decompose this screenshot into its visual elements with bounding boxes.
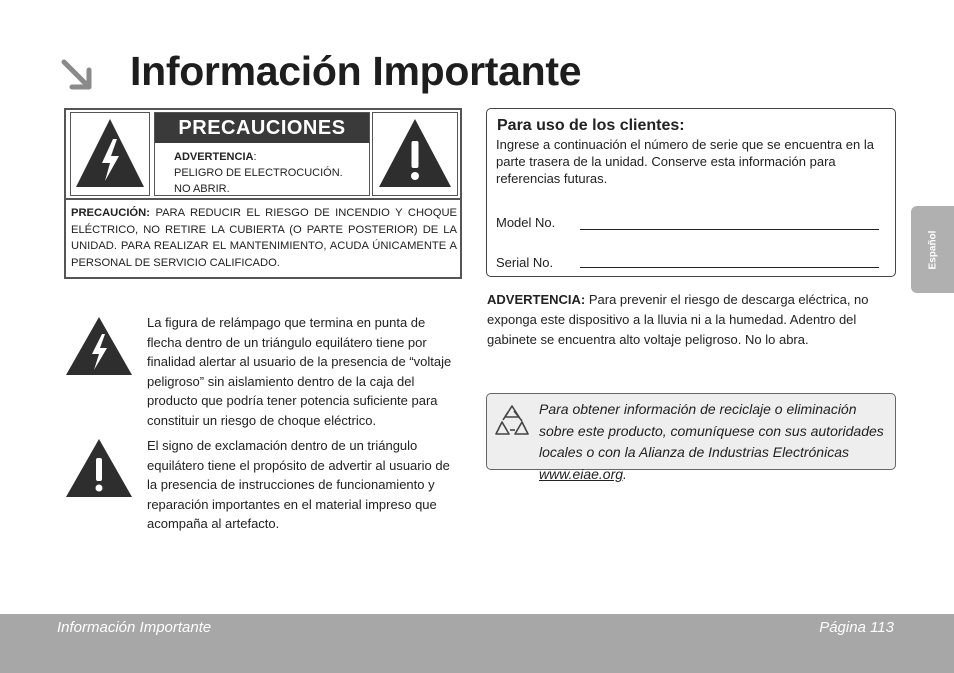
language-tab[interactable] — [911, 206, 954, 293]
recycling-text — [539, 399, 893, 485]
precautions-warning-label: ADVERTENCIA — [174, 151, 254, 163]
exclamation-triangle-icon — [65, 438, 133, 498]
page-title: Información Importante — [130, 48, 582, 94]
recycling-end: . — [623, 465, 627, 482]
lightning-triangle-icon — [65, 316, 133, 376]
customer-text: Ingrese a continuación el número de serie que se encuentra en la parte trasera de la unidad. Conserve esta información para referencias futuras. — [496, 137, 874, 186]
recycling-box — [486, 393, 896, 482]
precautions-top-row — [66, 110, 460, 200]
precautions-warning-line1: PELIGRO DE ELECTROCUCIÓN. — [174, 167, 343, 179]
precautions-warning — [155, 143, 369, 197]
precautions-warning-colon: : — [253, 151, 257, 163]
precautions-caution — [71, 205, 457, 271]
precautions-warning-cell — [154, 112, 370, 196]
precautions-exclamation-cell — [372, 112, 458, 196]
language-tab-label: Español — [927, 230, 938, 269]
exclamation-explanation: El signo de exclamación dentro de un triángulo equilátero tiene el propósito de advertir al usuario de la presencia de instrucciones de funcionamiento y reparación importantes en el material impreso que acompaña al artefacto. — [147, 438, 450, 531]
serial-number-field[interactable] — [580, 267, 879, 268]
precautions-header: PRECAUCIONES — [155, 113, 369, 143]
footer — [0, 614, 954, 673]
model-number-field[interactable] — [580, 229, 879, 230]
eiae-link[interactable]: www.eiae.org — [539, 465, 624, 482]
precautions-caution-text: PARA REDUCIR EL RIESGO DE INCENDIO Y CHOQUE ELÉCTRICO, NO RETIRE LA CUBIERTA (O PARTE POSTERIOR) DE LA UNIDAD. PARA REALIZAR EL MANTENIMIENTO, ACUDA ÚNICAMENTE A PERSONAL DE SERVICIO CALIFICADO. — [71, 207, 457, 269]
warning-text: Para prevenir el riesgo de descarga eléctrica, no exponga este dispositivo a la lluvia ni a la humedad. Adentro del gabinete se encuentra alto voltaje peligroso. No lo abra. — [487, 292, 869, 347]
precautions-box — [64, 108, 462, 279]
precautions-caution-label: PRECAUCIÓN: — [71, 207, 150, 219]
model-number-label: Model No. — [496, 215, 556, 230]
serial-number-label: Serial No. — [496, 255, 554, 270]
lightning-triangle-icon — [71, 113, 149, 195]
warning-label: ADVERTENCIA: — [487, 292, 586, 307]
arrow-down-right-icon — [58, 56, 98, 96]
customer-info-box — [486, 108, 896, 277]
precautions-lightning-cell — [70, 112, 150, 196]
customer-title: Para uso de los clientes: — [497, 117, 685, 134]
footer-page-number: Página 113 — [819, 619, 894, 636]
lightning-explanation: La figura de relámpago que termina en punta de flecha dentro de un triángulo equilátero tiene por finalidad alertar al usuario de la presencia de “voltaje peligroso” sin aislamiento dentro de la caja del producto que podría tener potencia suficiente para constituir un riesgo de choque eléctrico. — [147, 315, 452, 428]
recycling-body: Para obtener información de reciclaje o eliminación sobre este producto, comuníquese con sus autoridades locales o con la Alianza de Industrias Electrónicas — [539, 401, 884, 460]
warning-paragraph — [487, 290, 887, 350]
footer-section-title: Información Importante — [57, 619, 212, 636]
exclamation-triangle-icon — [373, 113, 457, 195]
recycle-icon — [495, 403, 529, 437]
precautions-warning-line2: NO ABRIR. — [174, 183, 230, 195]
